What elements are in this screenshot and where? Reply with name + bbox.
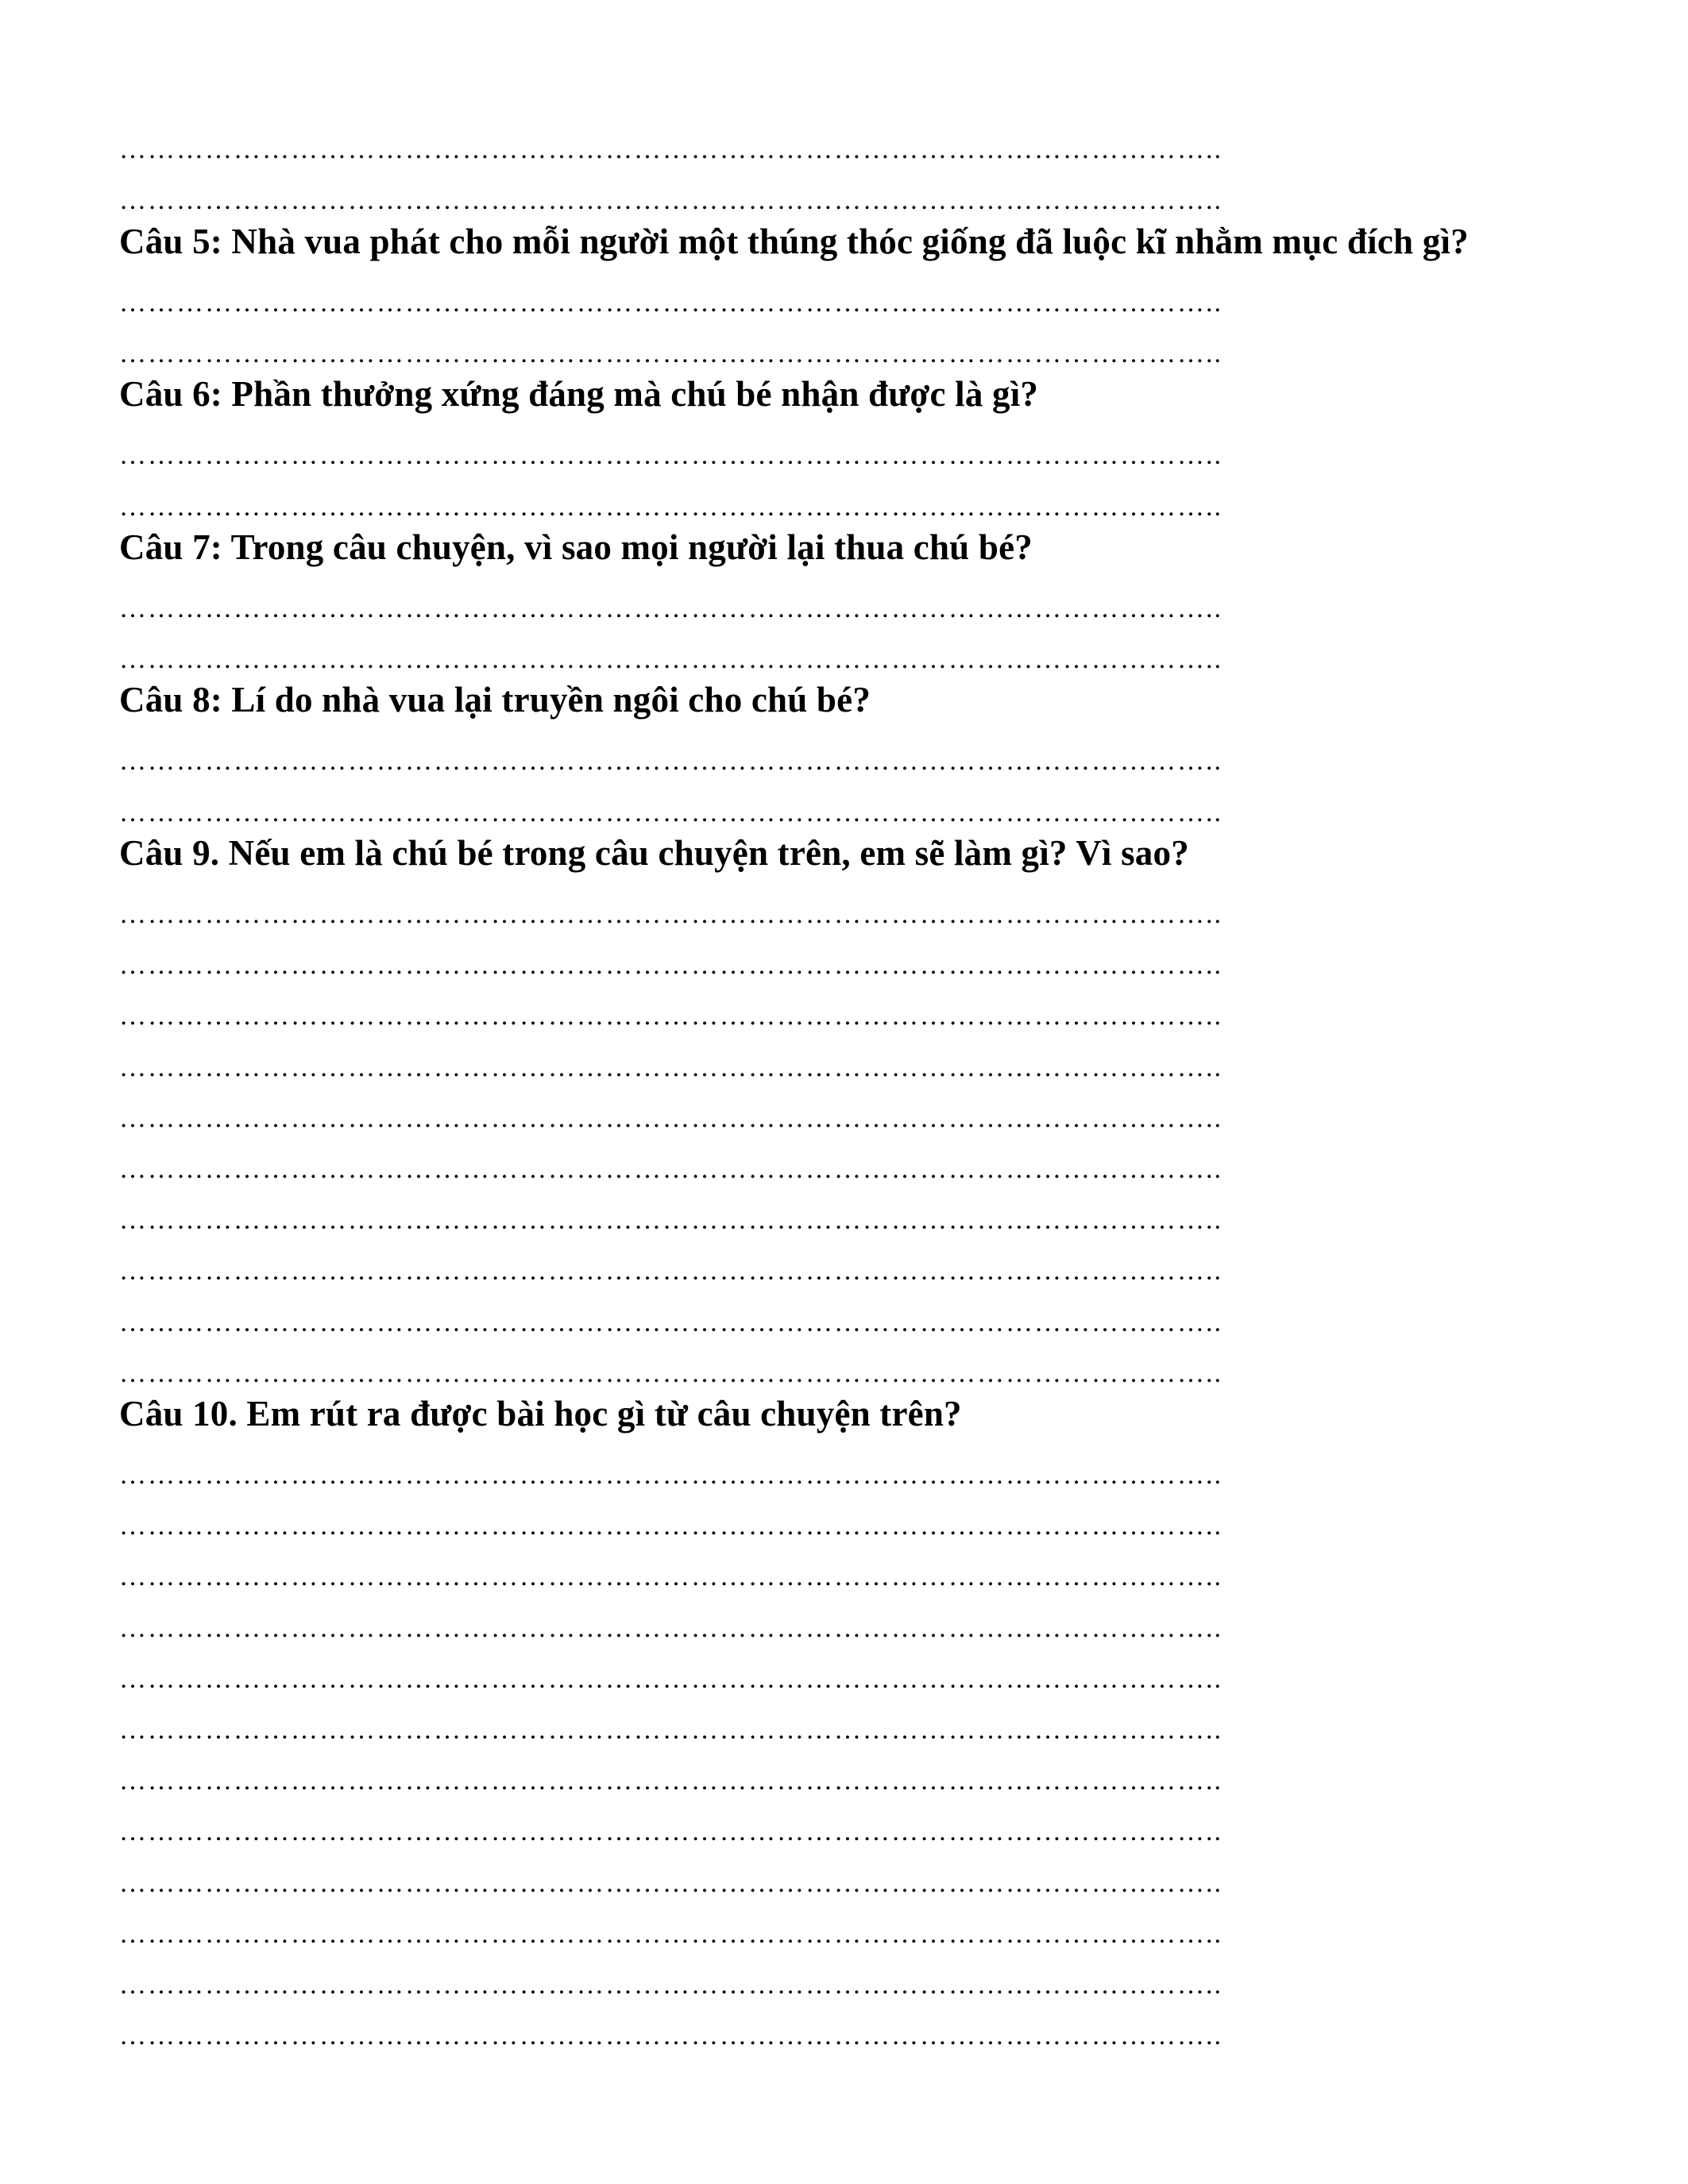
question-row (119, 523, 1573, 574)
answer-line (119, 1746, 1573, 1797)
answer-line (119, 1186, 1573, 1237)
dotted-answer-line[interactable]: …………………………………………………………………………………………………….. (119, 1260, 1223, 1283)
answer-line (119, 1645, 1573, 1696)
answer-line (119, 319, 1573, 370)
dotted-answer-line[interactable]: …………………………………………………………………………………………………….. (119, 1158, 1223, 1181)
dotted-answer-line[interactable]: …………………………………………………………………………………………………….. (119, 2025, 1223, 2048)
answer-line (119, 1287, 1573, 1338)
dotted-answer-line[interactable]: …………………………………………………………………………………………………….. (119, 445, 1223, 468)
dotted-answer-line[interactable]: …………………………………………………………………………………………………….. (119, 1107, 1223, 1130)
dotted-answer-line[interactable]: …………………………………………………………………………………………………….. (119, 1056, 1223, 1079)
dotted-answer-line[interactable]: …………………………………………………………………………………………………….. (119, 1362, 1223, 1385)
dotted-answer-line[interactable]: …………………………………………………………………………………………………….. (119, 1719, 1223, 1742)
dotted-answer-line[interactable]: …………………………………………………………………………………………………….. (119, 1210, 1223, 1233)
dotted-answer-line[interactable]: …………………………………………………………………………………………………….. (119, 1770, 1223, 1793)
answer-line (119, 115, 1573, 166)
answer-line (119, 166, 1573, 217)
dotted-answer-line[interactable]: …………………………………………………………………………………………………….. (119, 342, 1223, 365)
answer-line (119, 1237, 1573, 1287)
dotted-answer-line[interactable]: …………………………………………………………………………………………………….. (119, 1923, 1223, 1946)
answer-line (119, 2001, 1573, 2052)
dotted-answer-line[interactable]: …………………………………………………………………………………………………….. (119, 955, 1223, 978)
answer-line (119, 1696, 1573, 1746)
dotted-answer-line[interactable]: …………………………………………………………………………………………………….. (119, 1566, 1223, 1589)
answer-line (119, 778, 1573, 828)
question-row (119, 829, 1573, 880)
answer-line (119, 1339, 1573, 1390)
dotted-answer-line[interactable]: …………………………………………………………………………………………………….. (119, 496, 1223, 519)
answer-line (119, 1032, 1573, 1083)
dotted-answer-line[interactable]: …………………………………………………………………………………………………….. (119, 1311, 1223, 1334)
answer-line (119, 1797, 1573, 1848)
dotted-answer-line[interactable]: …………………………………………………………………………………………………….. (119, 751, 1223, 774)
question-text: Câu 5: Nhà vua phát cho mỗi người một thúng thóc giống đã luộc kĩ nhằm mục đích gì? (119, 221, 1469, 261)
answer-line (119, 1900, 1573, 1951)
answer-line (119, 472, 1573, 523)
question-text: Câu 6: Phần thưởng xứng đáng mà chú bé nhận được là gì? (119, 374, 1039, 415)
question-text: Câu 7: Trong câu chuyện, vì sao mọi người lại thua chú bé? (119, 527, 1033, 567)
question-row (119, 217, 1573, 268)
dotted-answer-line[interactable]: …………………………………………………………………………………………………….. (119, 801, 1223, 824)
question-text: Câu 10. Em rút ra được bài học gì từ câu chuyện trên? (119, 1393, 962, 1433)
answer-line (119, 1542, 1573, 1593)
answer-line (119, 268, 1573, 319)
question-row (119, 1390, 1573, 1441)
dotted-answer-line[interactable]: …………………………………………………………………………………………………….. (119, 1515, 1223, 1538)
dotted-answer-line[interactable]: …………………………………………………………………………………………………….. (119, 1617, 1223, 1640)
dotted-answer-line[interactable]: …………………………………………………………………………………………………….. (119, 904, 1223, 926)
answer-line (119, 931, 1573, 982)
question-text: Câu 8: Lí do nhà vua lại truyền ngôi cho chú bé? (119, 680, 871, 720)
dotted-answer-line[interactable]: …………………………………………………………………………………………………….. (119, 649, 1223, 672)
answer-line (119, 880, 1573, 931)
dotted-answer-line[interactable]: …………………………………………………………………………………………………….. (119, 1872, 1223, 1895)
question-text: Câu 9. Nếu em là chú bé trong câu chuyện trên, em sẽ làm gì? Vì sao? (119, 832, 1189, 873)
dotted-answer-line[interactable]: …………………………………………………………………………………………………….. (119, 1464, 1223, 1488)
dotted-answer-line[interactable]: …………………………………………………………………………………………………….. (119, 1668, 1223, 1691)
answer-line (119, 1951, 1573, 2001)
dotted-answer-line[interactable]: …………………………………………………………………………………………………….. (119, 139, 1223, 162)
answer-line (119, 421, 1573, 472)
answer-line (119, 982, 1573, 1032)
answer-line (119, 1441, 1573, 1491)
answer-line (119, 1135, 1573, 1186)
dotted-answer-line[interactable]: …………………………………………………………………………………………………….. (119, 1821, 1223, 1844)
question-row (119, 370, 1573, 421)
answer-line (119, 727, 1573, 778)
dotted-answer-line[interactable]: …………………………………………………………………………………………………….. (119, 1974, 1223, 1997)
dotted-answer-line[interactable]: …………………………………………………………………………………………………….. (119, 1005, 1223, 1028)
answer-line (119, 1593, 1573, 1644)
answer-line (119, 1848, 1573, 1899)
worksheet-page (119, 115, 1573, 2052)
dotted-answer-line[interactable]: …………………………………………………………………………………………………….. (119, 597, 1223, 620)
dotted-answer-line[interactable]: …………………………………………………………………………………………………….. (119, 190, 1223, 213)
answer-line (119, 574, 1573, 625)
dotted-answer-line[interactable]: …………………………………………………………………………………………………….. (119, 291, 1223, 314)
answer-line (119, 1491, 1573, 1542)
question-row (119, 676, 1573, 727)
answer-line (119, 1084, 1573, 1135)
answer-line (119, 625, 1573, 676)
